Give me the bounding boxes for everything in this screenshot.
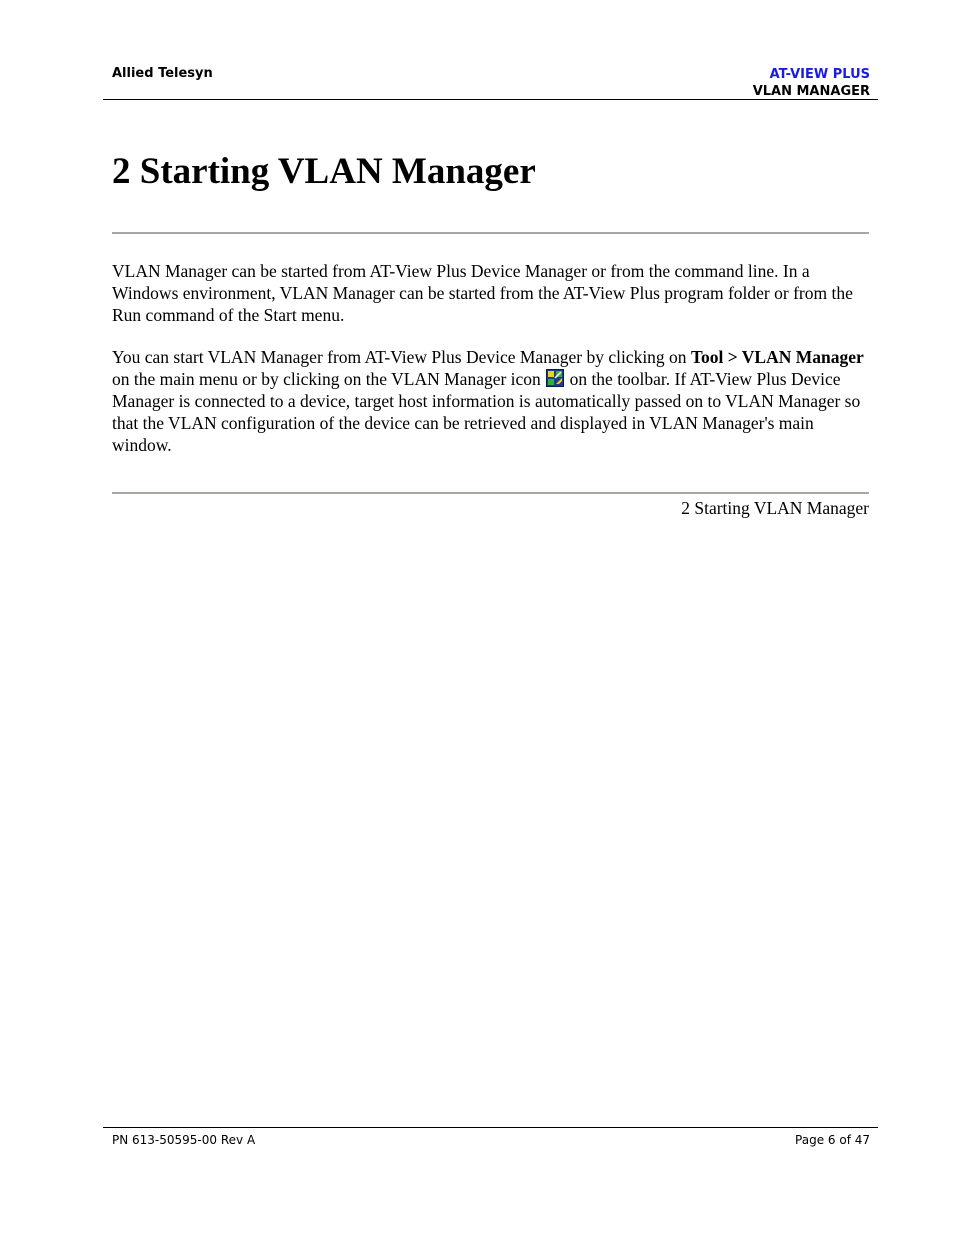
paragraph-text: on the main menu or by clicking on the VLAN Manager icon: [112, 369, 541, 389]
footer-part-number: PN 613-50595-00 Rev A: [112, 1133, 256, 1147]
paragraph-start-instructions: [112, 346, 870, 456]
section-title: 2 Starting VLAN Manager: [112, 151, 536, 192]
footer-page-number: Page 6 of 47: [795, 1133, 870, 1147]
section-footer-title: 2 Starting VLAN Manager: [681, 498, 869, 518]
section-top-divider: [112, 232, 869, 234]
section-bottom-divider: [112, 492, 869, 494]
header-module: VLAN MANAGER: [752, 84, 870, 99]
footer-divider: [103, 1127, 878, 1128]
menu-path: Tool > VLAN Manager: [690, 347, 864, 367]
header-company: Allied Telesyn: [112, 66, 213, 81]
header-divider: [103, 99, 878, 100]
vlan-manager-icon: [546, 369, 564, 387]
paragraph-text: You can start VLAN Manager from AT-View Plus Device Manager by clicking on: [112, 347, 691, 367]
header-product: AT-VIEW PLUS: [769, 67, 870, 82]
header-product-block: [753, 66, 870, 100]
paragraph-intro: VLAN Manager can be started from AT-View Plus Device Manager or from the command line. In a Windows environment, VLAN Manager can be started from the AT-View Plus program folder or from the Run command of the Start menu.: [112, 261, 853, 325]
paragraph-text: on the toolbar. If AT-View Plus Device Manager is connected to a device, target host information is automatically passed on to VLAN Manager so that the VLAN configuration of the device can be retrieved and displayed in VLAN Manager's main window.: [112, 369, 861, 455]
